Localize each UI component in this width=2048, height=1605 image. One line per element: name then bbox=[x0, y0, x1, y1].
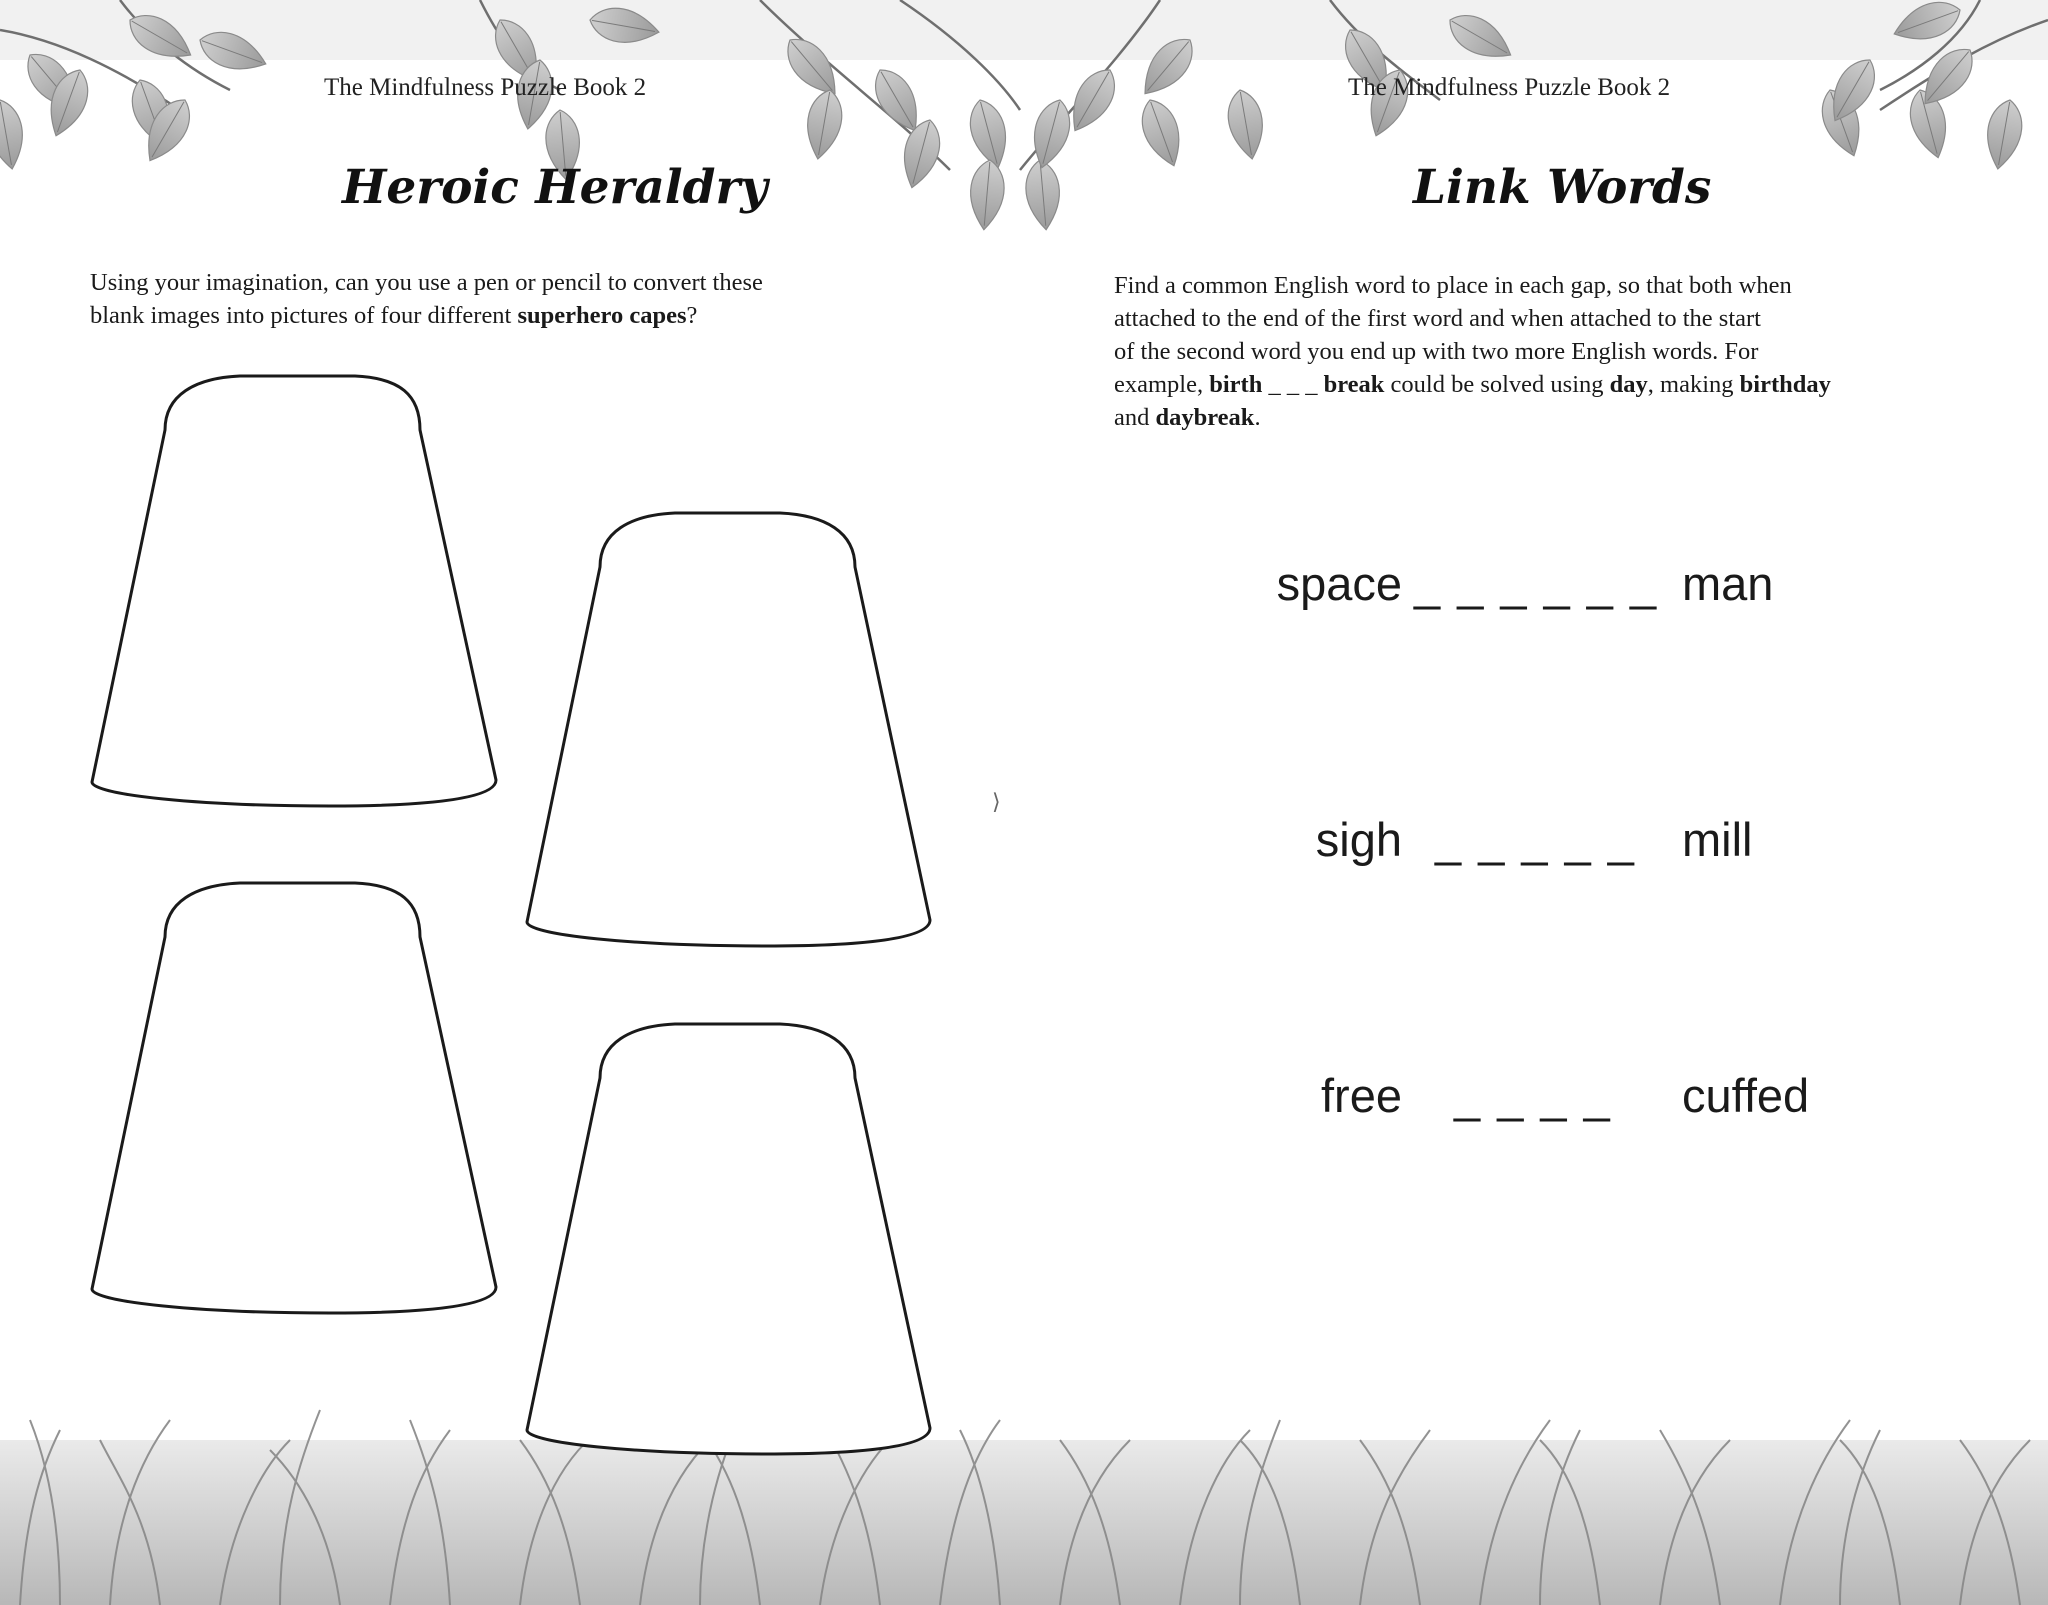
gutter-mark: ⟩ bbox=[992, 790, 1001, 815]
running-head: The Mindfulness Puzzle Book 2 bbox=[1348, 74, 1671, 101]
cape-outline-4[interactable] bbox=[527, 1024, 930, 1454]
example-blanks: _ _ _ bbox=[1262, 371, 1324, 398]
instructions-line: blank images into pictures of four different bbox=[90, 302, 518, 329]
example-word: birth bbox=[1209, 371, 1263, 398]
second-word: man bbox=[1682, 557, 1774, 610]
answer-blank[interactable]: _ _ _ _ bbox=[1454, 1069, 1612, 1122]
instructions-line: Find a common English word to place in each gap, so that both when bbox=[1114, 272, 1792, 299]
example-answer: day bbox=[1609, 371, 1648, 398]
first-word: sigh bbox=[1315, 813, 1402, 866]
cape-outline-2[interactable] bbox=[527, 513, 930, 946]
instructions-text: could be solved using bbox=[1384, 371, 1610, 398]
cape-outline-3[interactable] bbox=[92, 883, 496, 1313]
instructions-line: of the second word you end up with two more English words. For bbox=[1114, 338, 1759, 365]
first-word: space bbox=[1276, 557, 1402, 610]
instructions-text: and bbox=[1114, 404, 1156, 431]
link-puzzle-row bbox=[1024, 812, 2048, 882]
instructions-text: , making bbox=[1647, 371, 1740, 398]
first-word: free bbox=[1321, 1069, 1402, 1122]
instructions-text: . bbox=[1254, 404, 1261, 431]
page-title: Link Words bbox=[1413, 160, 1712, 215]
instructions bbox=[1114, 269, 2014, 434]
answer-blank[interactable]: _ _ _ _ _ _ bbox=[1414, 557, 1659, 610]
instructions-punctuation: ? bbox=[686, 302, 698, 329]
link-puzzle-row bbox=[1024, 1068, 2048, 1138]
cape-outline-1[interactable] bbox=[92, 376, 496, 806]
answer-blank[interactable]: _ _ _ _ _ bbox=[1435, 813, 1636, 866]
right-page bbox=[1024, 0, 2048, 1605]
instructions-text: example, bbox=[1114, 371, 1210, 398]
example-word: daybreak bbox=[1155, 404, 1255, 431]
running-head: The Mindfulness Puzzle Book 2 bbox=[324, 74, 647, 101]
page-title: Heroic Heraldry bbox=[342, 160, 768, 215]
example-word: birthday bbox=[1739, 371, 1831, 398]
example-word: break bbox=[1323, 371, 1385, 398]
link-puzzle-row bbox=[1024, 556, 2048, 626]
second-word: cuffed bbox=[1682, 1069, 1810, 1122]
instructions-line: attached to the end of the first word and when attached to the start bbox=[1114, 305, 1761, 332]
instructions-line: Using your imagination, can you use a pen or pencil to convert these bbox=[90, 269, 763, 296]
second-word: mill bbox=[1682, 813, 1753, 866]
instructions-keyword: superhero capes bbox=[517, 302, 687, 329]
